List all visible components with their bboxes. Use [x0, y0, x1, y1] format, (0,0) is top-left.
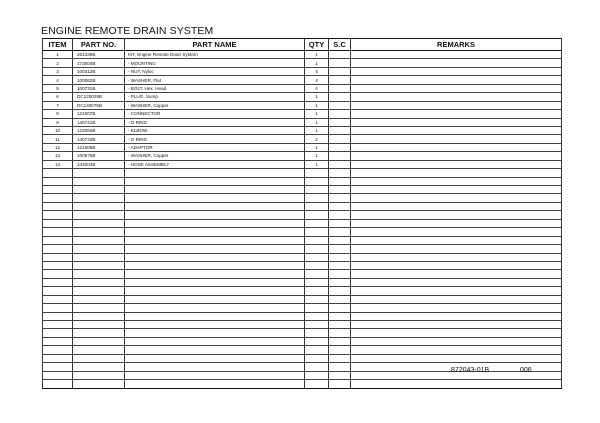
table-row [43, 126, 562, 134]
cell-remarks [351, 312, 562, 320]
empty-table-row [43, 321, 562, 329]
cell-remarks [351, 59, 562, 67]
cell-remarks [351, 211, 562, 219]
document-title: ENGINE REMOTE DRAIN SYSTEM [41, 25, 214, 37]
cell-part-no: 122064B [73, 126, 125, 134]
cell-remarks [351, 84, 562, 92]
cell-part-name [125, 287, 305, 295]
cell-part-no [73, 295, 125, 303]
cell-item [43, 253, 73, 261]
cell-qty [305, 337, 329, 345]
cell-part-no [73, 202, 125, 210]
parts-table [42, 38, 562, 389]
cell-part-name [125, 304, 305, 312]
cell-item: 6 [43, 93, 73, 101]
empty-table-row [43, 211, 562, 219]
cell-part-name [125, 270, 305, 278]
empty-table-row [43, 270, 562, 278]
cell-part-no [73, 337, 125, 345]
cell-part-name: KIT, Engine Remote Drain System [125, 51, 305, 59]
cell-item [43, 186, 73, 194]
cell-part-name [125, 371, 305, 379]
cell-qty [305, 278, 329, 286]
cell-part-no [73, 253, 125, 261]
cell-sc [329, 160, 351, 168]
cell-part-name [125, 253, 305, 261]
empty-table-row [43, 261, 562, 269]
cell-part-no: 100575B [73, 152, 125, 160]
cell-qty [305, 194, 329, 202]
cell-part-no [73, 261, 125, 269]
cell-part-no: 261339B [73, 51, 125, 59]
cell-part-name [125, 261, 305, 269]
cell-remarks [351, 261, 562, 269]
cell-part-name: - MOUNTING [125, 59, 305, 67]
cell-remarks [351, 93, 562, 101]
cell-qty [305, 219, 329, 227]
table-row [43, 76, 562, 84]
cell-qty [305, 312, 329, 320]
cell-part-no [73, 177, 125, 185]
cell-item [43, 329, 73, 337]
empty-table-row [43, 337, 562, 345]
cell-sc [329, 380, 351, 388]
cell-remarks [351, 287, 562, 295]
cell-qty [305, 186, 329, 194]
cell-sc [329, 110, 351, 118]
table-row [43, 51, 562, 59]
cell-remarks [351, 380, 562, 388]
parts-table-body [43, 51, 562, 389]
cell-qty [305, 253, 329, 261]
cell-part-no [73, 278, 125, 286]
cell-part-name [125, 295, 305, 303]
cell-sc [329, 118, 351, 126]
cell-qty [305, 304, 329, 312]
cell-sc [329, 321, 351, 329]
cell-part-name: - O RING [125, 135, 305, 143]
cell-qty [305, 245, 329, 253]
cell-part-no [73, 169, 125, 177]
cell-sc [329, 135, 351, 143]
cell-part-no [73, 354, 125, 362]
cell-part-no [73, 194, 125, 202]
cell-part-no [73, 211, 125, 219]
cell-part-no: DC140075B [73, 101, 125, 109]
table-row [43, 101, 562, 109]
cell-part-no: 140742B [73, 135, 125, 143]
cell-part-name [125, 194, 305, 202]
table-row [43, 152, 562, 160]
cell-item [43, 194, 73, 202]
table-row [43, 143, 562, 151]
cell-item: 2 [43, 59, 73, 67]
cell-qty: 1 [305, 143, 329, 151]
cell-sc [329, 253, 351, 261]
cell-item [43, 337, 73, 345]
empty-table-row [43, 253, 562, 261]
header-part-no: PART NO. [73, 39, 125, 51]
cell-remarks [351, 194, 562, 202]
cell-part-name [125, 363, 305, 371]
empty-table-row [43, 186, 562, 194]
cell-qty [305, 329, 329, 337]
cell-item: 10 [43, 126, 73, 134]
cell-part-name [125, 169, 305, 177]
table-row [43, 84, 562, 92]
cell-qty [305, 321, 329, 329]
cell-remarks [351, 346, 562, 354]
cell-item: 3 [43, 67, 73, 75]
empty-table-row [43, 219, 562, 227]
cell-qty [305, 363, 329, 371]
header-qty: QTY [305, 39, 329, 51]
cell-part-name [125, 228, 305, 236]
cell-remarks [351, 295, 562, 303]
cell-item [43, 177, 73, 185]
cell-part-no [73, 236, 125, 244]
header-item: ITEM [43, 39, 73, 51]
empty-table-row [43, 329, 562, 337]
cell-item [43, 211, 73, 219]
cell-part-no: 100312B [73, 67, 125, 75]
cell-remarks [351, 110, 562, 118]
cell-qty [305, 228, 329, 236]
empty-table-row [43, 169, 562, 177]
cell-qty: 2 [305, 135, 329, 143]
header-remarks: REMARKS [351, 39, 562, 51]
cell-remarks [351, 219, 562, 227]
cell-part-no [73, 245, 125, 253]
table-row [43, 67, 562, 75]
cell-part-no: 121006B [73, 143, 125, 151]
cell-sc [329, 67, 351, 75]
empty-table-row [43, 295, 562, 303]
cell-qty: 1 [305, 93, 329, 101]
cell-part-no [73, 287, 125, 295]
cell-qty: 1 [305, 126, 329, 134]
cell-sc [329, 329, 351, 337]
cell-remarks [351, 152, 562, 160]
empty-table-row [43, 354, 562, 362]
cell-remarks [351, 177, 562, 185]
cell-sc [329, 346, 351, 354]
cell-part-name: - NUT, Nyloc [125, 67, 305, 75]
cell-sc [329, 245, 351, 253]
cell-qty: 4 [305, 84, 329, 92]
cell-item [43, 261, 73, 269]
cell-part-no [73, 321, 125, 329]
cell-qty [305, 261, 329, 269]
cell-remarks [351, 236, 562, 244]
cell-part-no [73, 270, 125, 278]
cell-remarks [351, 135, 562, 143]
cell-remarks [351, 304, 562, 312]
cell-qty [305, 177, 329, 185]
cell-sc [329, 76, 351, 84]
cell-part-no [73, 219, 125, 227]
cell-part-name [125, 278, 305, 286]
cell-remarks [351, 270, 562, 278]
cell-part-no: 100731B [73, 84, 125, 92]
cell-remarks [351, 118, 562, 126]
empty-table-row [43, 346, 562, 354]
cell-item: 8 [43, 110, 73, 118]
cell-sc [329, 337, 351, 345]
cell-item [43, 363, 73, 371]
table-header-row [43, 39, 562, 51]
cell-qty: 1 [305, 152, 329, 160]
cell-part-no: 121007B [73, 110, 125, 118]
cell-qty: 4 [305, 67, 329, 75]
empty-table-row [43, 194, 562, 202]
cell-item [43, 270, 73, 278]
cell-remarks [351, 202, 562, 210]
cell-item [43, 354, 73, 362]
cell-item [43, 380, 73, 388]
empty-table-row [43, 177, 562, 185]
cell-remarks [351, 337, 562, 345]
empty-table-row [43, 236, 562, 244]
cell-item: 11 [43, 135, 73, 143]
cell-part-name: - WASHER, Copper [125, 152, 305, 160]
cell-qty: 1 [305, 118, 329, 126]
cell-part-no [73, 312, 125, 320]
cell-sc [329, 270, 351, 278]
cell-part-name: - WASHER, Copper [125, 101, 305, 109]
cell-sc [329, 304, 351, 312]
table-row [43, 59, 562, 67]
empty-table-row [43, 202, 562, 210]
cell-sc [329, 101, 351, 109]
cell-remarks [351, 245, 562, 253]
cell-part-name: - ADAPTOR [125, 143, 305, 151]
cell-part-name: - PLUG, Sump [125, 93, 305, 101]
cell-sc [329, 59, 351, 67]
cell-remarks [351, 228, 562, 236]
empty-table-row [43, 312, 562, 320]
cell-part-name: - ELBOW [125, 126, 305, 134]
cell-item [43, 312, 73, 320]
table-row [43, 160, 562, 168]
empty-table-row [43, 278, 562, 286]
cell-qty [305, 270, 329, 278]
cell-sc [329, 126, 351, 134]
cell-sc [329, 354, 351, 362]
empty-table-row [43, 287, 562, 295]
cell-sc [329, 93, 351, 101]
cell-part-no [73, 363, 125, 371]
cell-remarks [351, 186, 562, 194]
cell-sc [329, 287, 351, 295]
cell-item [43, 371, 73, 379]
cell-qty: 1 [305, 101, 329, 109]
cell-qty [305, 169, 329, 177]
empty-table-row [43, 228, 562, 236]
cell-item: 4 [43, 76, 73, 84]
cell-sc [329, 51, 351, 59]
cell-remarks [351, 76, 562, 84]
cell-sc [329, 169, 351, 177]
cell-part-name: - CONNECTOR [125, 110, 305, 118]
cell-qty [305, 371, 329, 379]
cell-item: 7 [43, 101, 73, 109]
empty-table-row [43, 245, 562, 253]
cell-item: 1 [43, 51, 73, 59]
header-part-name: PART NAME [125, 39, 305, 51]
cell-item [43, 346, 73, 354]
cell-remarks [351, 169, 562, 177]
cell-sc [329, 194, 351, 202]
cell-sc [329, 371, 351, 379]
cell-sc [329, 261, 351, 269]
cell-sc [329, 186, 351, 194]
cell-item [43, 169, 73, 177]
cell-part-no [73, 371, 125, 379]
cell-remarks [351, 67, 562, 75]
cell-part-name [125, 211, 305, 219]
cell-remarks [351, 143, 562, 151]
cell-part-no: 140741B [73, 118, 125, 126]
cell-item [43, 245, 73, 253]
cell-qty [305, 354, 329, 362]
cell-item [43, 287, 73, 295]
cell-qty: 1 [305, 51, 329, 59]
cell-sc [329, 228, 351, 236]
cell-remarks [351, 329, 562, 337]
cell-part-no [73, 228, 125, 236]
cell-part-name [125, 219, 305, 227]
table-row [43, 118, 562, 126]
cell-part-no [73, 304, 125, 312]
cell-part-no: 243204B [73, 160, 125, 168]
cell-part-name: - WASHER, Flat [125, 76, 305, 84]
cell-part-name [125, 354, 305, 362]
cell-part-name [125, 346, 305, 354]
cell-item [43, 304, 73, 312]
cell-sc [329, 202, 351, 210]
page-number: 006 [520, 367, 532, 374]
cell-remarks [351, 160, 562, 168]
cell-part-no: 100062B [73, 76, 125, 84]
cell-sc [329, 295, 351, 303]
cell-sc [329, 278, 351, 286]
cell-part-name [125, 337, 305, 345]
cell-sc [329, 312, 351, 320]
cell-sc [329, 219, 351, 227]
cell-part-name [125, 186, 305, 194]
cell-part-name [125, 177, 305, 185]
cell-sc [329, 84, 351, 92]
cell-qty [305, 202, 329, 210]
cell-item [43, 295, 73, 303]
cell-qty: 4 [305, 76, 329, 84]
cell-item [43, 202, 73, 210]
cell-part-name: - BOLT, Hex. Head [125, 84, 305, 92]
cell-part-name [125, 312, 305, 320]
cell-part-no [73, 380, 125, 388]
cell-qty [305, 211, 329, 219]
cell-qty [305, 346, 329, 354]
empty-table-row [43, 380, 562, 388]
cell-qty: 1 [305, 110, 329, 118]
cell-qty: 1 [305, 59, 329, 67]
cell-remarks [351, 321, 562, 329]
cell-sc [329, 152, 351, 160]
cell-qty [305, 380, 329, 388]
cell-sc [329, 363, 351, 371]
cell-part-no [73, 186, 125, 194]
cell-sc [329, 177, 351, 185]
cell-item: 14 [43, 160, 73, 168]
cell-part-name [125, 202, 305, 210]
cell-remarks [351, 101, 562, 109]
document-code: 872043-01B [451, 367, 490, 374]
cell-qty [305, 295, 329, 303]
cell-part-name [125, 321, 305, 329]
cell-item: 5 [43, 84, 73, 92]
cell-item [43, 219, 73, 227]
cell-remarks [351, 253, 562, 261]
header-sc: S.C [329, 39, 351, 51]
cell-part-no [73, 329, 125, 337]
cell-part-name [125, 380, 305, 388]
cell-item: 13 [43, 152, 73, 160]
cell-part-no: 173004B [73, 59, 125, 67]
cell-qty [305, 287, 329, 295]
cell-item [43, 228, 73, 236]
table-row [43, 135, 562, 143]
cell-item: 9 [43, 118, 73, 126]
cell-sc [329, 211, 351, 219]
cell-part-no: DC120029B [73, 93, 125, 101]
cell-remarks [351, 278, 562, 286]
cell-part-no [73, 346, 125, 354]
cell-item [43, 278, 73, 286]
cell-sc [329, 236, 351, 244]
table-row [43, 93, 562, 101]
cell-part-name [125, 329, 305, 337]
cell-sc [329, 143, 351, 151]
cell-remarks [351, 126, 562, 134]
cell-remarks [351, 354, 562, 362]
cell-part-name: - HOSE ASSEMBLY [125, 160, 305, 168]
cell-part-name: - O RING [125, 118, 305, 126]
cell-item: 12 [43, 143, 73, 151]
cell-part-name [125, 236, 305, 244]
cell-part-name [125, 245, 305, 253]
cell-item [43, 321, 73, 329]
cell-qty: 1 [305, 160, 329, 168]
cell-remarks [351, 51, 562, 59]
table-row [43, 110, 562, 118]
cell-item [43, 236, 73, 244]
cell-qty [305, 236, 329, 244]
empty-table-row [43, 304, 562, 312]
